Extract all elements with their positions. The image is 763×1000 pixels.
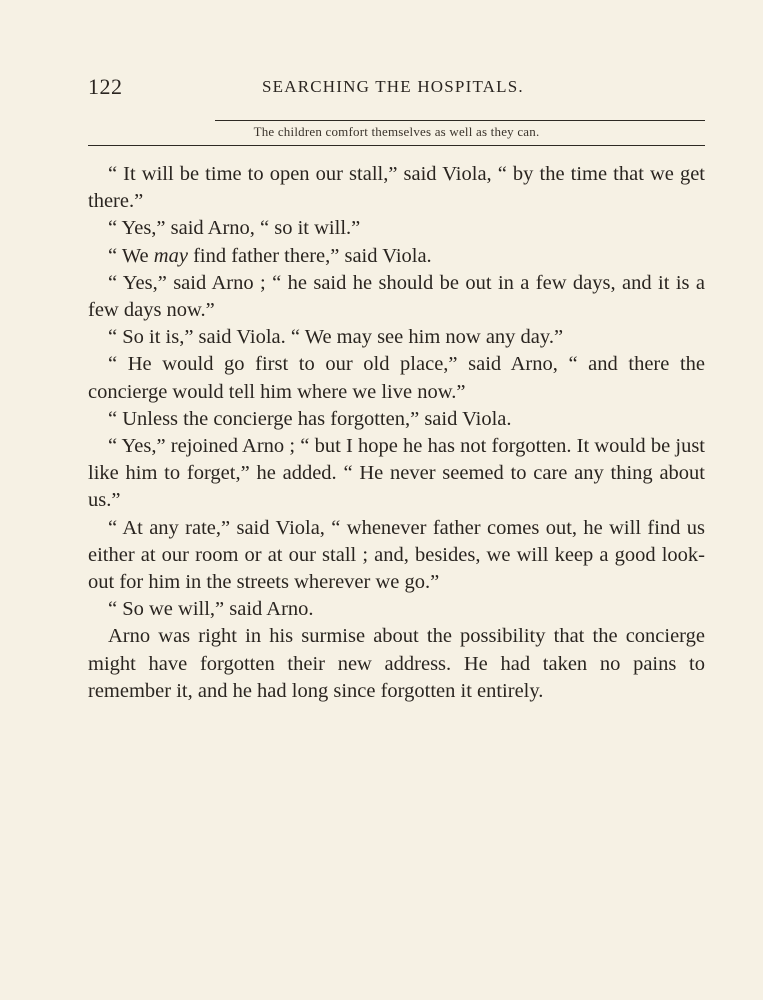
- paragraph: [88, 515, 705, 597]
- paragraph: [88, 243, 705, 270]
- text-run: find father there,” said Viola.: [187, 244, 432, 267]
- page-header: [88, 74, 705, 106]
- text-run: “ It will be time to open our stall,” said Viola, “ by the time that we get there.”: [88, 163, 705, 213]
- text-run: Arno was right in his surmise about the possibility that the concierge might have forgotten their new address. He had taken no pains to remember it, and he had long since forgotten it entirely.: [88, 625, 705, 702]
- paragraph: [88, 406, 705, 433]
- text-run: “ We: [108, 244, 154, 267]
- text-run: “ So it is,” said Viola. “ We may see him now any day.”: [108, 326, 564, 349]
- body-text: [88, 161, 705, 705]
- italic-text: may: [153, 244, 188, 267]
- chapter-subheading: The children comfort themselves as well as they can.: [253, 124, 540, 139]
- paragraph: [88, 161, 705, 215]
- paragraph: [88, 596, 705, 623]
- paragraph: [88, 215, 705, 242]
- paragraph: [88, 351, 705, 405]
- subheading-top-rule: [215, 120, 705, 121]
- text-run: “ So we will,” said Arno.: [108, 598, 314, 621]
- text-run: “ At any rate,” said Viola, “ whenever father comes out, he will find us either at our room or at our stall ; and, besides, we will keep a good look-out for him in the streets wherever we go.”: [88, 516, 705, 594]
- paragraph: [88, 623, 705, 705]
- subheading-bottom-rule: [88, 145, 705, 146]
- text-run: “ Yes,” said Arno, “ so it will.”: [108, 217, 361, 240]
- running-title: SEARCHING THE HOSPITALS.: [262, 77, 524, 96]
- text-run: “ Yes,” rejoined Arno ; “ but I hope he has not forgotten. It would be just like him to forget,” he added. “ He never seemed to care any thing about us.”: [88, 435, 705, 512]
- paragraph: [88, 270, 705, 324]
- paragraph: [88, 433, 705, 515]
- text-run: “ He would go first to our old place,” said Arno, “ and there the concierge would tell him where we live now.”: [88, 353, 705, 403]
- text-run: “ Yes,” said Arno ; “ he said he should be out in a few days, and it is a few days now.”: [88, 271, 705, 322]
- page-number: 122: [88, 74, 123, 99]
- text-run: “ Unless the concierge has forgotten,” said Viola.: [108, 407, 512, 430]
- paragraph: [88, 324, 705, 351]
